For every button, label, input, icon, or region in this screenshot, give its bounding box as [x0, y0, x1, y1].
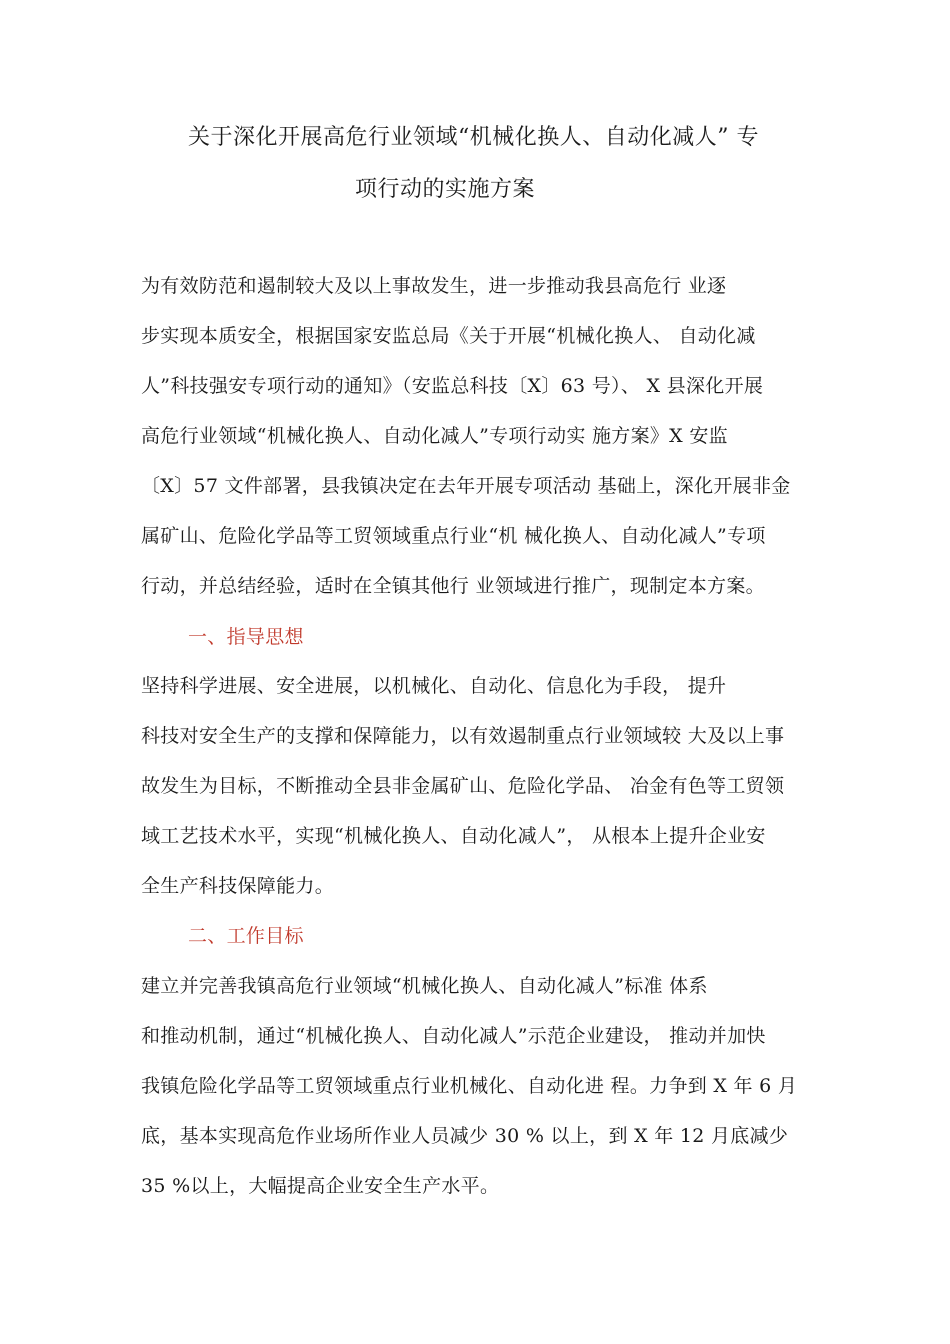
document-title-line-2: 项行动的实施方案	[355, 177, 536, 202]
section1-line: 故发生为目标，不断推动全县非金属矿山、危险化学品、 冶金有色等工贸领	[141, 775, 785, 797]
section-heading-guiding-thought: 一、指导思想	[188, 626, 304, 648]
section2-line: 建立并完善我镇高危行业领域“机械化换人、自动化减人”标准 体系	[141, 975, 708, 997]
intro-line: 行动，并总结经验，适时在全镇其他行 业领域进行推广，现制定本方案。	[141, 575, 765, 597]
document-title-line-1: 关于深化开展高危行业领域“机械化换人、自动化减人” 专	[188, 125, 759, 150]
intro-line: 人”科技强安专项行动的通知》（安监总科技〔X〕63 号）、 X 县深化开展	[141, 375, 764, 397]
section1-line: 科技对安全生产的支撑和保障能力，以有效遏制重点行业领域较 大及以上事	[141, 725, 785, 747]
section1-line: 全生产科技保障能力。	[141, 875, 335, 897]
section2-line: 我镇危险化学品等工贸领域重点行业机械化、自动化进 程。力争到 X 年 6 月	[141, 1075, 798, 1097]
section1-line: 坚持科学进展、安全进展，以机械化、自动化、信息化为手段， 提升	[141, 675, 727, 697]
intro-line: 高危行业领域“机械化换人、自动化减人”专项行动实 施方案》X 安监	[141, 425, 728, 447]
section2-line: 和推动机制，通过“机械化换人、自动化减人”示范企业建设， 推动并加快	[141, 1025, 766, 1047]
section1-line: 域工艺技术水平，实现“机械化换人、自动化减人”， 从根本上提升企业安	[141, 825, 766, 847]
section-heading-work-goals: 二、工作目标	[188, 925, 304, 947]
intro-line: 〔X〕57 文件部署，县我镇决定在去年开展专项活动 基础上，深化开展非金	[141, 475, 791, 497]
intro-line: 为有效防范和遏制较大及以上事故发生，进一步推动我县高危行 业逐	[141, 275, 727, 297]
section2-line: 底，基本实现高危作业场所作业人员减少 30 % 以上，到 X 年 12 月底减少	[141, 1125, 789, 1147]
section2-line: 35 %以上，大幅提高企业安全生产水平。	[141, 1175, 500, 1197]
intro-line: 步实现本质安全，根据国家安监总局《关于开展“机械化换人、 自动化减	[141, 325, 756, 347]
intro-line: 属矿山、危险化学品等工贸领域重点行业“机 械化换人、自动化减人”专项	[141, 525, 766, 547]
